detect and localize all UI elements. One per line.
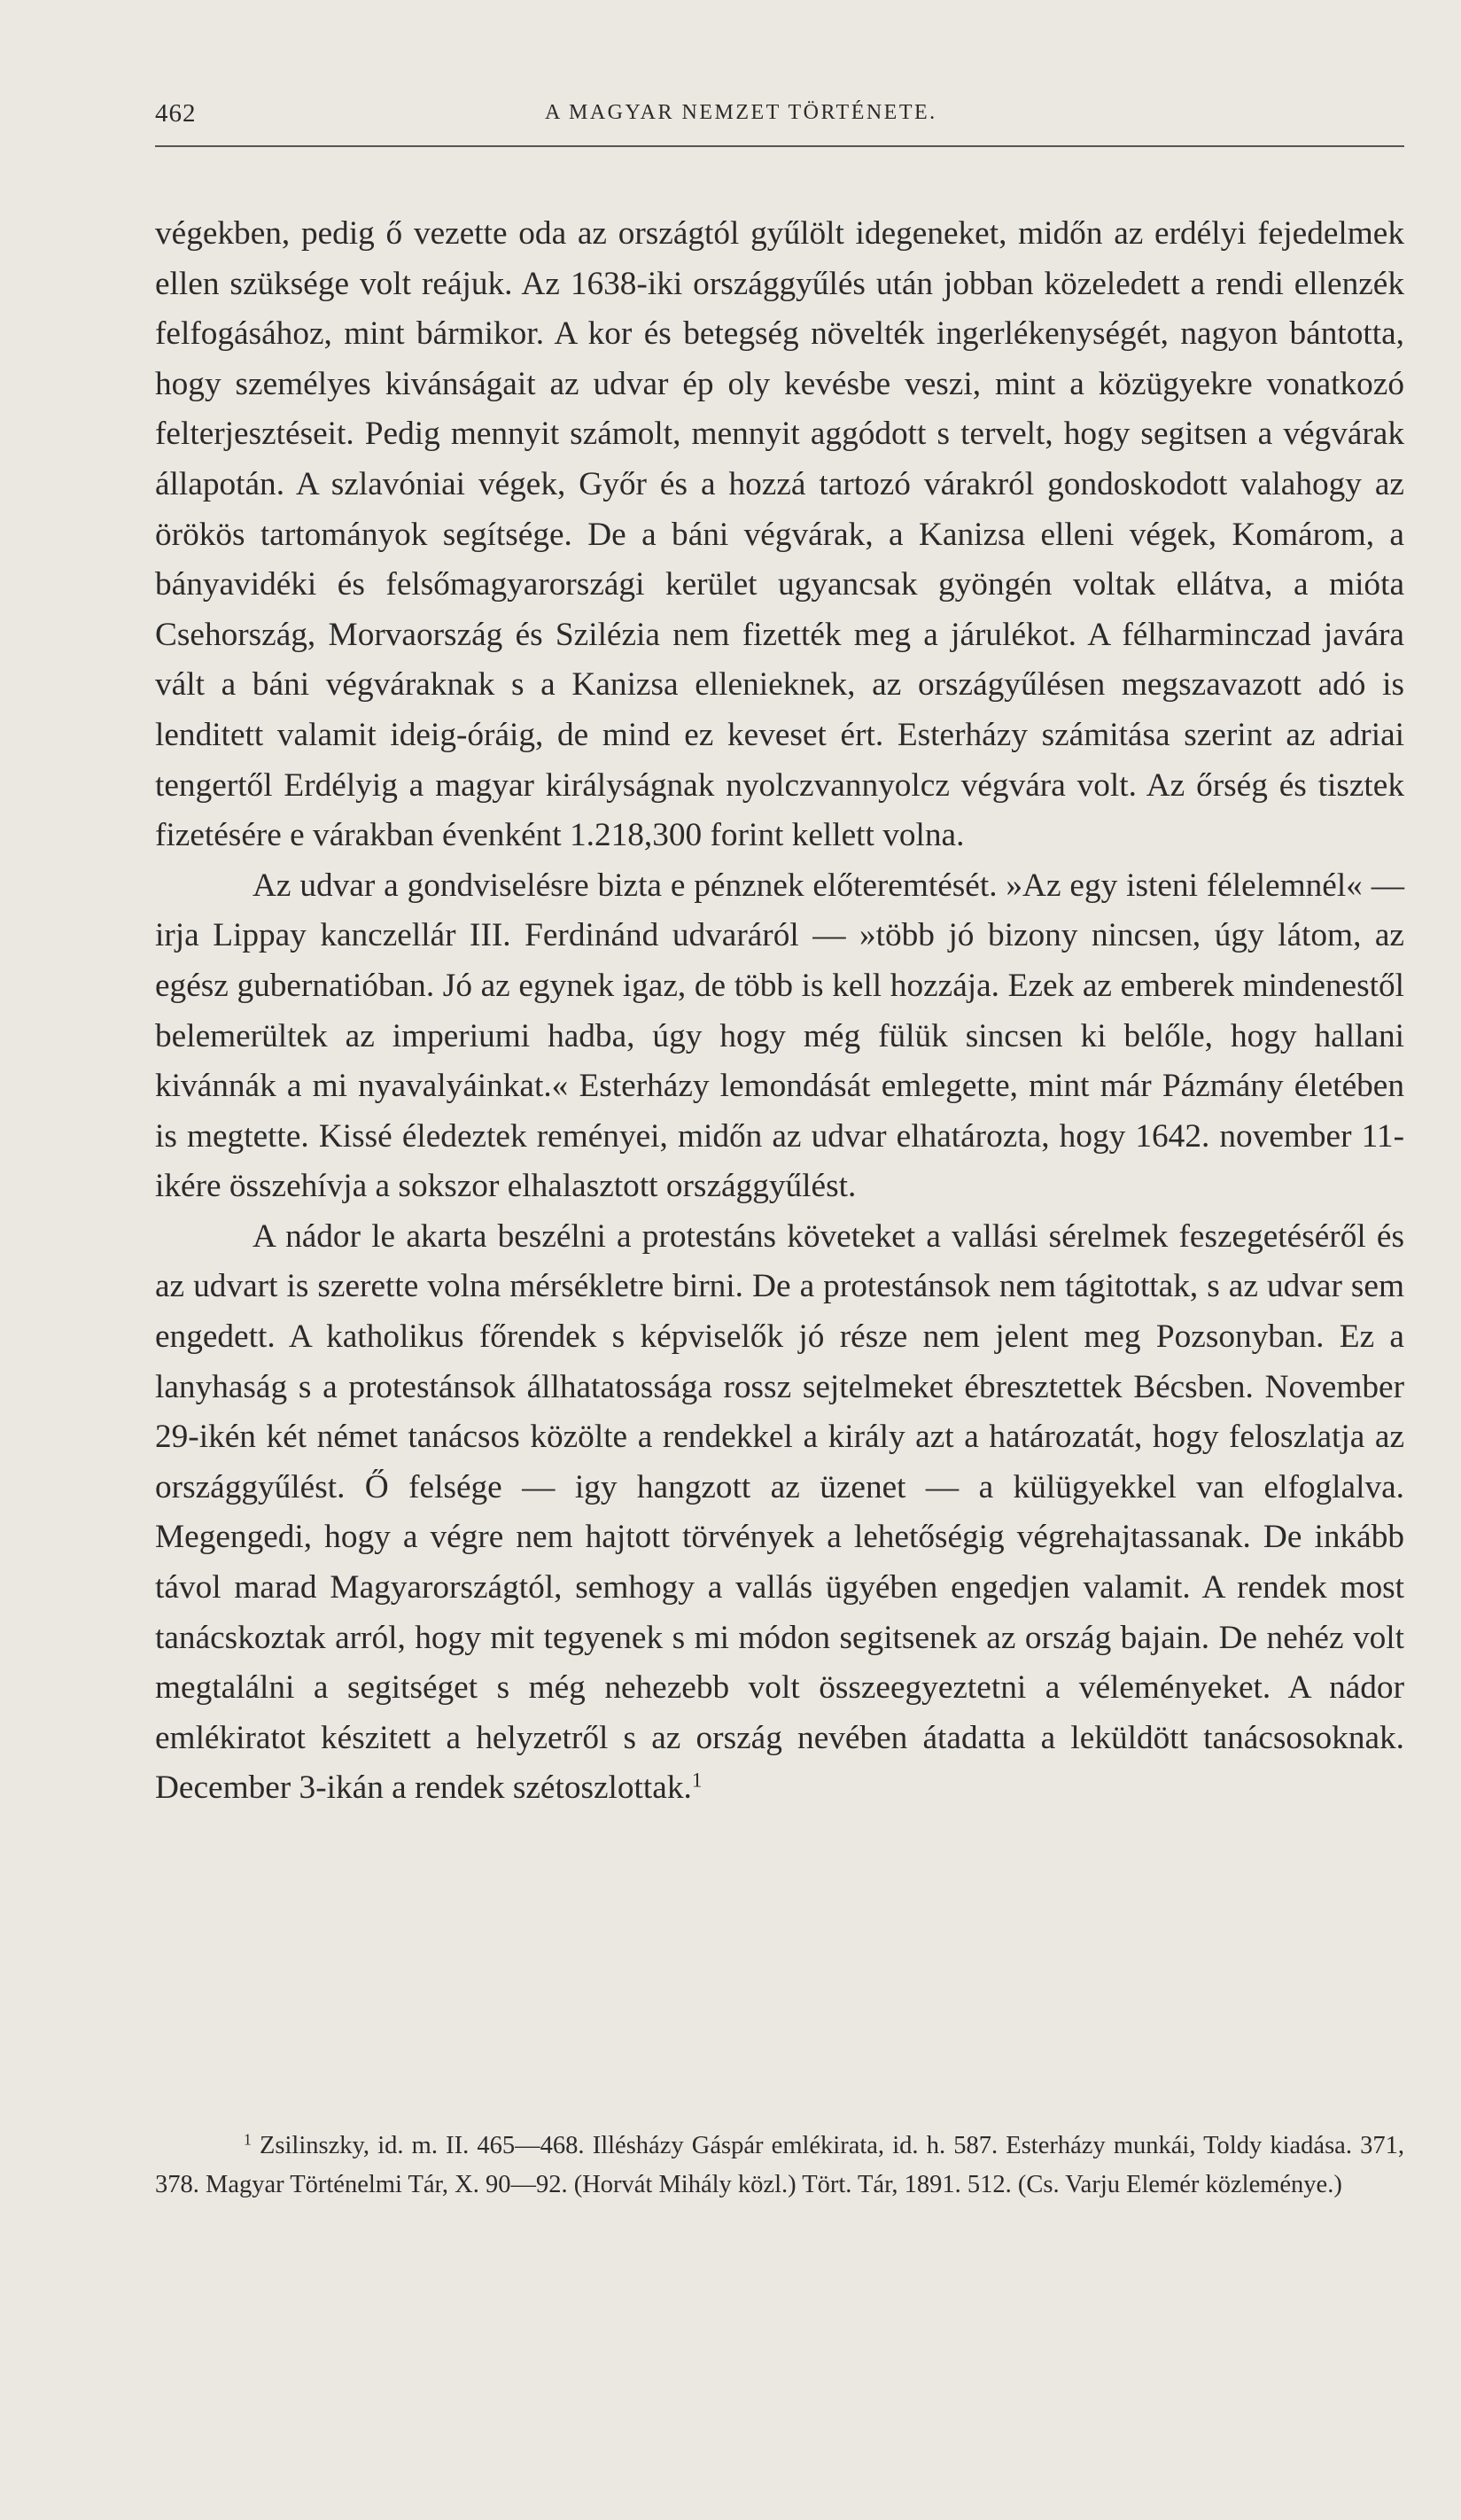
header-rule bbox=[155, 145, 1404, 147]
footnotes bbox=[155, 2127, 1404, 2205]
footnote-marker: 1 bbox=[244, 2130, 252, 2149]
paragraph: végekben, pedig ő vezette oda az országtól gyűlölt idegeneket, midőn az erdélyi fejedelmek ellen szüksége volt reájuk. Az 1638-iki országgyűlés után jobban közeledett a rendi ellenzék felfogásához, mint bármikor. A kor és betegség növelték ingerlékenységét, nagyon bántotta, hogy személyes kivánságait az udvar ép oly kevésbe veszi, mint a közügyekre vonatkozó felterjesztéseit. Pedig mennyit számolt, mennyit aggódott s tervelt, hogy segitsen a végvárak állapotán. A szlavóniai végek, Győr és a hozzá tartozó várakról gondoskodott valahogy az örökös tartományok segítsége. De a báni végvárak, a Kanizsa elleni végek, Komárom, a bányavidéki és felsőmagyarországi kerület ugyancsak gyöngén voltak ellátva, a mióta Csehország, Morvaország és Szilézia nem fizették meg a járulékot. A félharminczad javára vált a báni végváraknak s a Kanizsa ellenieknek, az országyűlésen megszavazott adó is lenditett valamit ideig-óráig, de mind ez keveset ért. Esterházy számitása szerint az adriai tengertől Erdélyig a magyar királyságnak nyolczvannyolcz végvára volt. Az őrség és tisztek fizetésére e várakban évenként 1.218,300 forint kellett volna. bbox=[155, 215, 1404, 854]
page-number: 462 bbox=[155, 99, 197, 128]
running-title: A MAGYAR NEMZET TÖRTÉNETE. bbox=[545, 101, 937, 124]
footnote-reference: 1 bbox=[691, 1769, 703, 1793]
paragraph-with-footnote bbox=[155, 1212, 1404, 1814]
paragraph-text: A nádor le akarta beszélni a protestáns követeket a vallási sérelmek feszegetéséről és az udvart is szerette volna mérsékletre birni. De a protestánsok nem tágitottak, s az udvar sem engedett. A katholikus főrendek s képviselők jó része nem jelent meg Pozsonyban. Ez a lanyhaság s a protestánsok állhatatossága rossz sejtelmeket ébresztettek Bécsben. November 29-ikén két német tanácsos közölte a rendekkel a király azt a határozatát, hogy feloszlatja az országgyűlést. Ő felsége — igy hangzott az üzenet — a külügyekkel van elfoglalva. Megengedi, hogy a végre nem hajtott törvények a lehetőségig végrehajtassanak. De inkább távol marad Magyarországtól, semhogy a vallás ügyében engedjen valamit. A rendek most tanácskoztak arról, hogy mit tegyenek s mi módon segitsenek az ország bajain. De nehéz volt megtalálni a segitséget s még nehezebb volt összeegyeztetni a véleményeket. A nádor emlékiratot készitett a helyzetről s az ország nevében átadatta a leküldött tanácsosoknak. December 3-ikán a rendek szétoszlottak. bbox=[155, 1217, 1404, 1807]
footnote-text: Zsilinszky, id. m. II. 465—468. Illésházy Gáspár emlékirata, id. h. 587. Esterházy munkái, Toldy kiadása. 371, 378. Magyar Történelmi Tár, X. 90—92. (Horvát Mihály közl.) Tört. Tár, 1891. 512. (Cs. Varju Elemér közleménye.) bbox=[155, 2132, 1404, 2198]
page-header bbox=[155, 99, 1404, 144]
footnote bbox=[155, 2127, 1404, 2205]
paragraph: Az udvar a gondviselésre bizta e pénznek előteremtését. »Az egy isteni félelemnél« — irja Lippay kanczellár III. Ferdinánd udvaráról — »több jó bizony nincsen, úgy látom, az egész gubernatióban. Jó az egynek igaz, de több is kell hozzája. Ezek az emberek mindenestől belemerültek az imperiumi hadba, úgy hogy még fülük sincsen ki belőle, hogy hallani kivánnák a mi nyavalyáinkat.« Esterházy lemondását emlegette, mint már Pázmány életében is megtette. Kissé éledeztek reményei, midőn az udvar elhatározta, hogy 1642. november 11-ikére összehívja a sokszor elhalasztott országgyűlést. bbox=[155, 867, 1404, 1205]
body-text bbox=[155, 209, 1404, 1814]
